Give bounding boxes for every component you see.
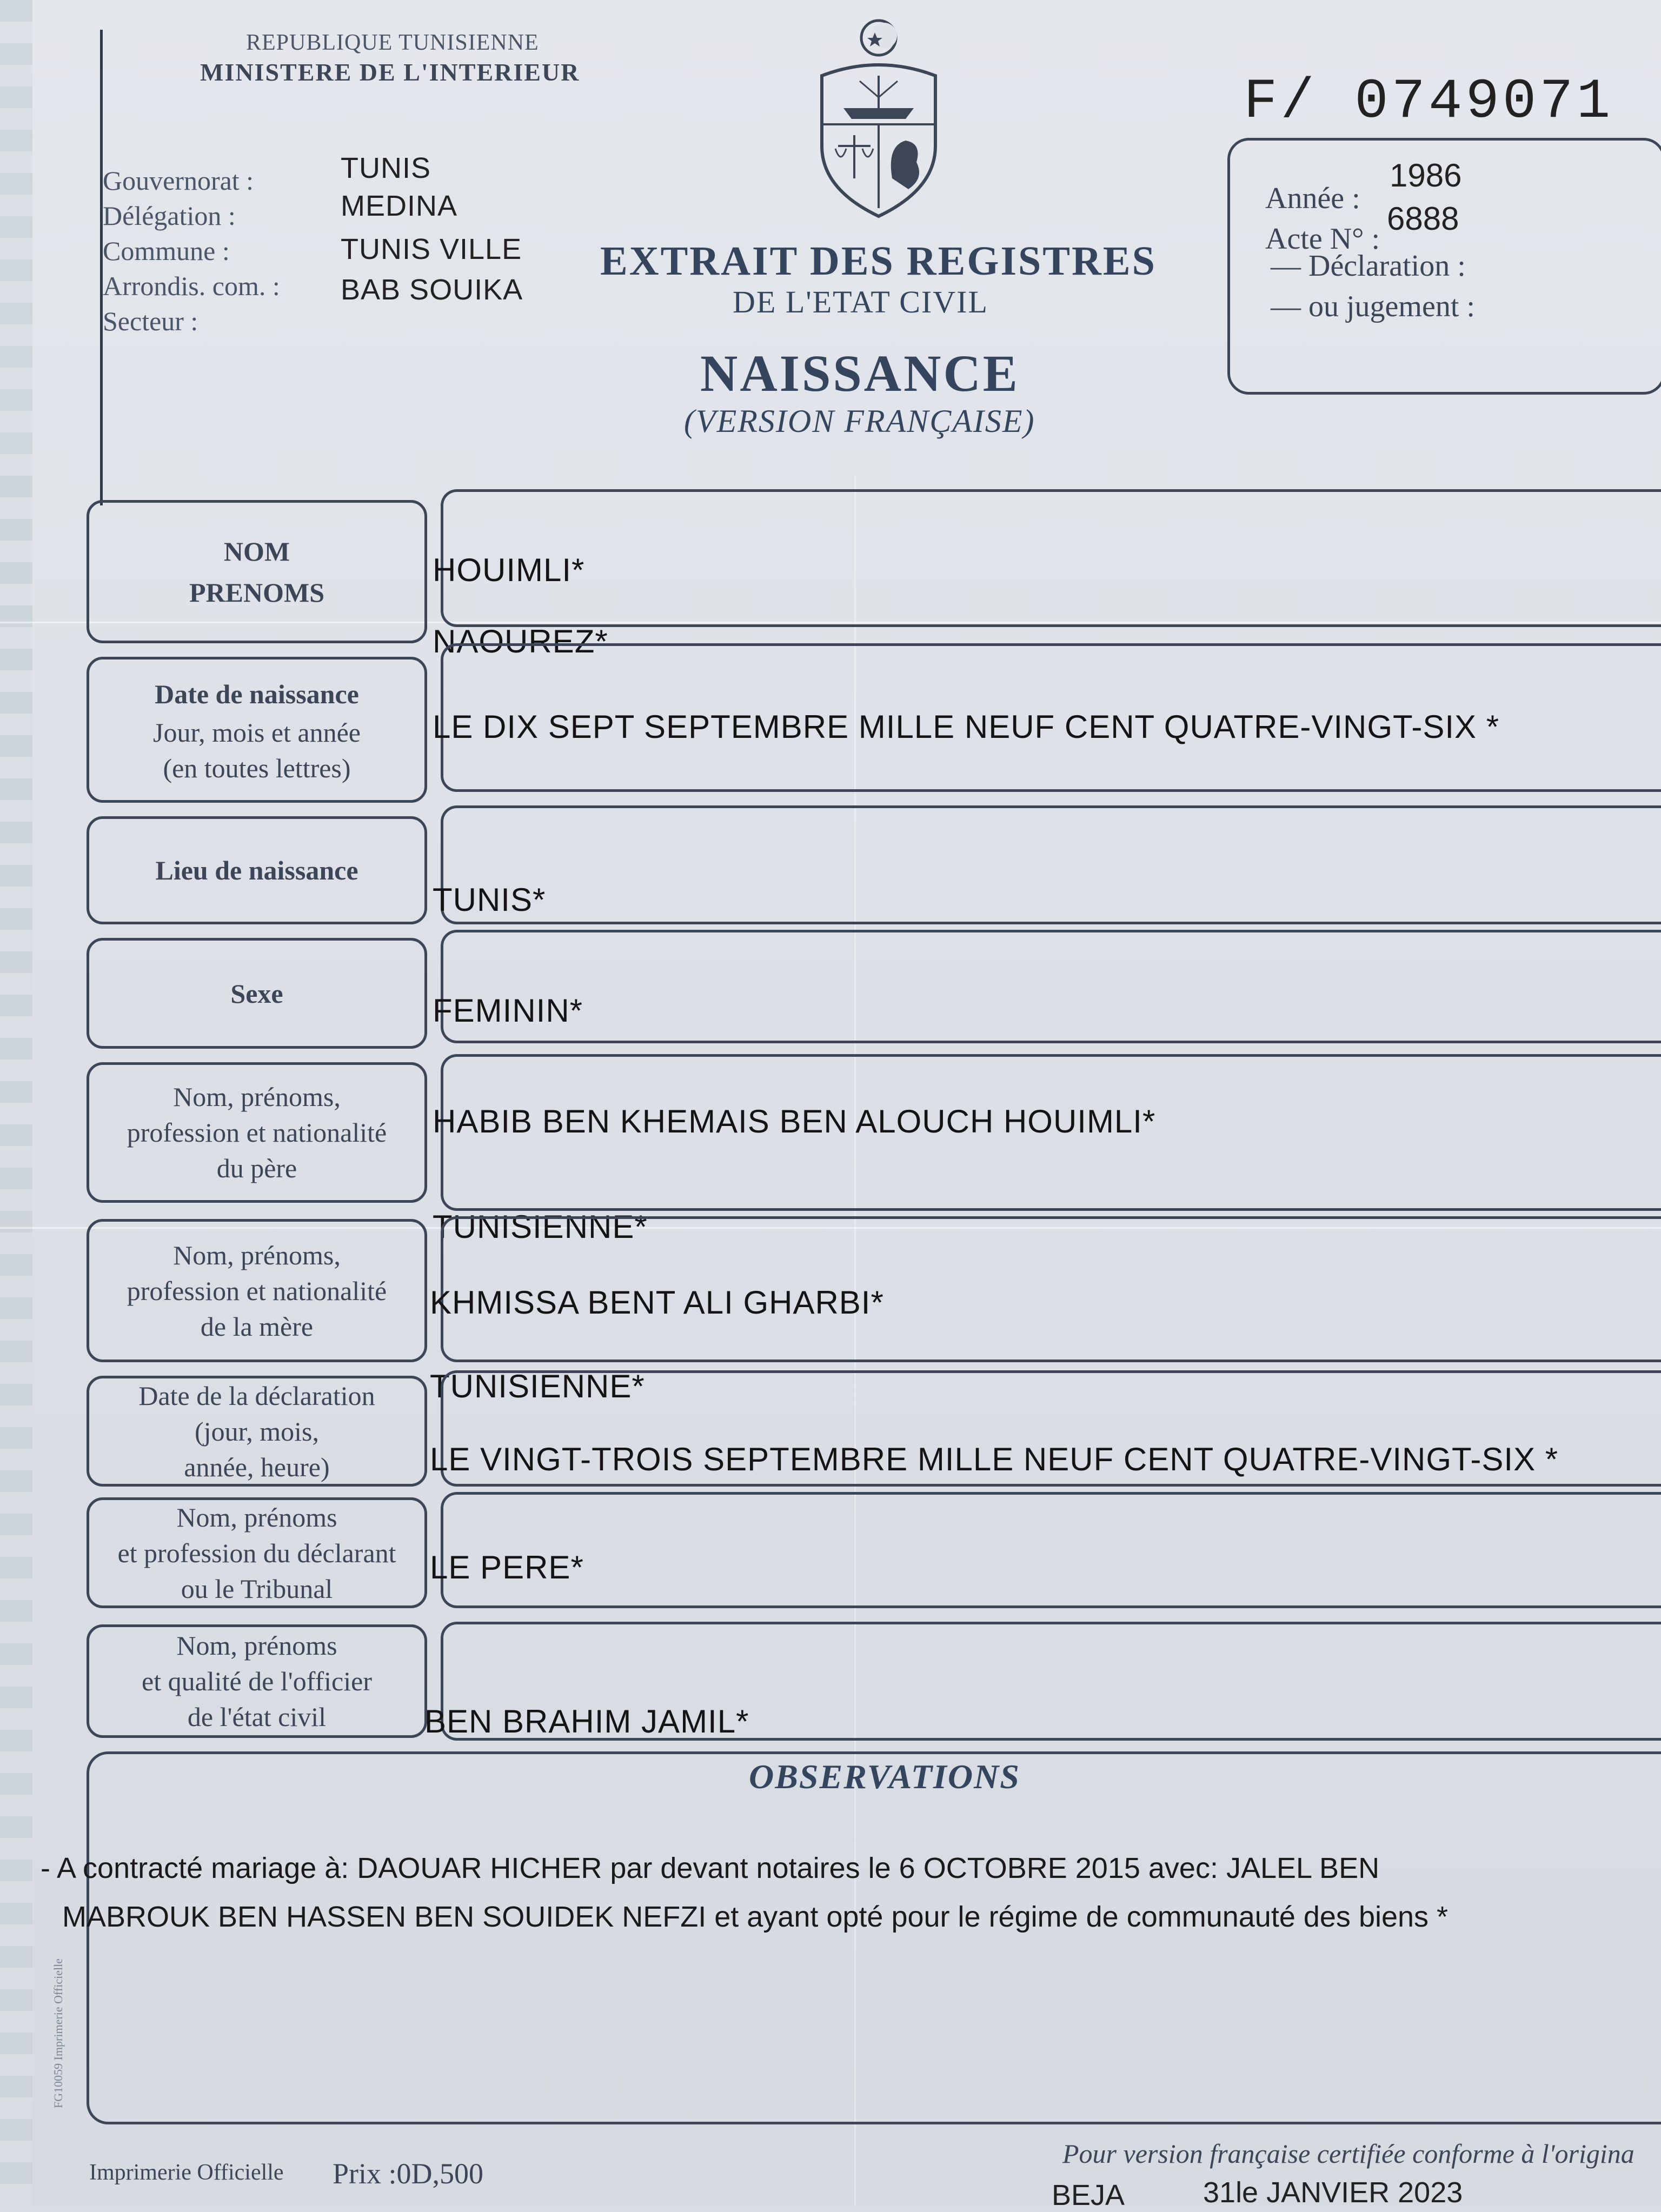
sex-label: Sexe	[230, 978, 283, 1009]
sex-value-box	[441, 930, 1661, 1043]
observations-line-2: MABROUK BEN HASSEN BEN SOUIDEK NEFZI et ayant opté pour le régime de communauté des biens *	[62, 1901, 1449, 1933]
nom-label: NOM	[223, 536, 290, 567]
mother-label-line2: profession et nationalité	[127, 1275, 387, 1306]
printer-code: FG10059 Imprimerie Officielle	[51, 1958, 65, 2108]
declaration-label-box	[87, 1376, 427, 1487]
birthplace-label-box	[87, 816, 427, 924]
commune-label: Commune :	[103, 236, 230, 266]
observations-title: OBSERVATIONS	[749, 1757, 1020, 1796]
delegation-label: Délégation :	[103, 201, 236, 231]
price-label: Prix :0D,500	[333, 2157, 484, 2190]
header-rule	[100, 30, 103, 505]
father-label-line2: profession et nationalité	[127, 1117, 387, 1148]
father-name-value: HABIB BEN KHEMAIS BEN ALOUCH HOUIMLI*	[433, 1103, 1156, 1140]
gouvernorat-value: TUNIS	[341, 152, 431, 184]
declaration-date-value: LE VINGT-TROIS SEPTEMBRE MILLE NEUF CENT QUATRE-VINGT-SIX *	[430, 1441, 1559, 1477]
father-nationality-value: TUNISIENNE*	[433, 1209, 648, 1245]
mother-label-line3: de la mère	[200, 1311, 314, 1342]
declarant-label-line3: ou le Tribunal	[181, 1573, 333, 1604]
birthplace-label: Lieu de naissance	[155, 855, 358, 885]
declaration-type-label: — Déclaration :	[1271, 249, 1466, 283]
ministry-label: MINISTERE DE L'INTERIEUR	[200, 58, 580, 86]
officer-value: BEN BRAHIM JAMIL*	[424, 1703, 749, 1740]
republic-label: REPUBLIQUE TUNISIENNE	[246, 30, 539, 55]
observations-box	[87, 1751, 1661, 2124]
nom-label-box	[87, 500, 427, 643]
mother-name-value: KHMISSA BENT ALI GHARBI*	[430, 1284, 884, 1321]
jugement-type-label: — ou jugement :	[1271, 290, 1475, 323]
torn-edge	[0, 0, 32, 2206]
nom-value: HOUIMLI*	[433, 552, 585, 588]
commune-value: TUNIS VILLE	[341, 233, 522, 265]
birthdate-value: LE DIX SEPT SEPTEMBRE MILLE NEUF CENT QUATRE-VINGT-SIX *	[433, 709, 1500, 745]
arrondissement-label: Arrondis. com. :	[103, 271, 280, 301]
declarant-label-line1: Nom, prénoms	[176, 1502, 337, 1533]
gouvernorat-label: Gouvernorat :	[103, 165, 254, 196]
secteur-label: Secteur :	[103, 306, 198, 336]
doc-title: EXTRAIT DES REGISTRES	[600, 238, 1157, 284]
doc-subtitle: DE L'ETAT CIVIL	[733, 284, 988, 319]
officer-label-line1: Nom, prénoms	[176, 1630, 337, 1661]
birthdate-label: Date de naissance	[155, 679, 359, 709]
mother-label-box	[87, 1219, 427, 1362]
prenom-value: NAOUREZ*	[433, 623, 608, 659]
issue-date: 31le JANVIER 2023	[1203, 2176, 1463, 2209]
nom-value-box	[441, 489, 1661, 627]
father-label-line3: du père	[216, 1153, 297, 1183]
arrondissement-value: BAB SOUIKA	[341, 274, 523, 306]
officer-label-box	[87, 1624, 427, 1738]
acte-value: 6888	[1387, 201, 1459, 237]
father-label-box	[87, 1062, 427, 1203]
sex-label-box	[87, 938, 427, 1049]
officer-label-line3: de l'état civil	[187, 1702, 327, 1732]
delegation-value: MEDINA	[341, 190, 458, 222]
serial-number: F/ 0749071	[1244, 70, 1614, 134]
birthplace-value-box	[441, 805, 1661, 924]
annee-label: Année :	[1265, 182, 1360, 215]
sex-value: FEMININ*	[433, 992, 583, 1029]
issue-place: BEJA	[1052, 2179, 1125, 2211]
birthdate-note: (en toutes lettres)	[163, 753, 351, 783]
coat-of-arms-icon	[800, 16, 957, 222]
birthdate-label-box	[87, 657, 427, 803]
prenoms-label: PRENOMS	[189, 577, 324, 608]
acte-label: Acte N° :	[1265, 222, 1380, 256]
birthplace-value: TUNIS*	[433, 882, 546, 918]
birthdate-sublabel: Jour, mois et année	[152, 717, 361, 748]
declaration-label-line2: (jour, mois,	[195, 1416, 319, 1447]
declarant-label-line2: et profession du déclarant	[117, 1537, 396, 1568]
declaration-label-line3: année, heure)	[184, 1451, 330, 1482]
declaration-label-line1: Date de la déclaration	[138, 1380, 375, 1411]
declarant-label-box	[87, 1497, 427, 1608]
observations-line-1: - A contracté mariage à: DAOUAR HICHER par devant notaires le 6 OCTOBRE 2015 avec: JALEL BEN	[41, 1852, 1380, 1884]
father-label-line1: Nom, prénoms,	[173, 1082, 341, 1112]
certification-text: Pour version française certifiée conforme à l'origina	[1062, 2138, 1635, 2169]
declarant-value-box	[441, 1492, 1661, 1608]
mother-nationality-value: TUNISIENNE*	[430, 1368, 645, 1404]
officer-label-line2: et qualité de l'officier	[142, 1666, 372, 1696]
declarant-value: LE PERE*	[430, 1549, 584, 1585]
annee-value: 1986	[1390, 157, 1462, 194]
printer-label: Imprimerie Officielle	[89, 2160, 284, 2185]
doc-type: NAISSANCE	[700, 344, 1020, 402]
mother-label-line1: Nom, prénoms,	[173, 1240, 341, 1270]
doc-version: (VERSION FRANÇAISE)	[684, 403, 1035, 439]
